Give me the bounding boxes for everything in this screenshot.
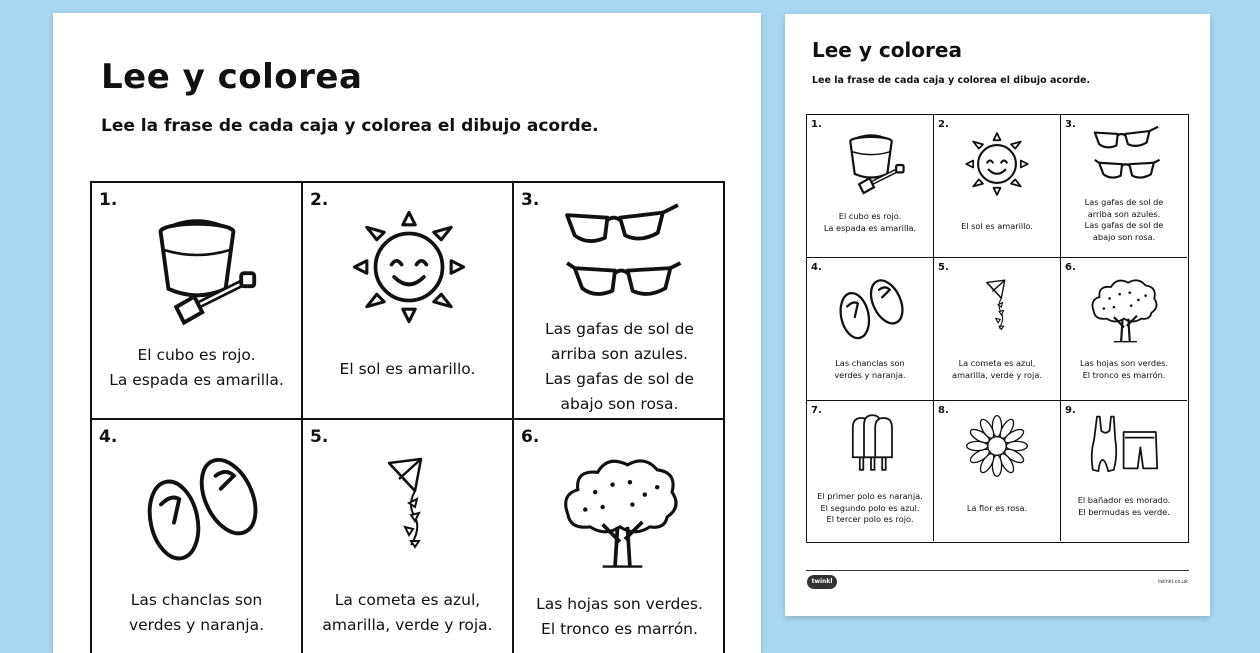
box-number: 6.	[521, 427, 540, 447]
box-number: 2.	[310, 190, 329, 210]
box-caption: La cometa es azul, amarilla, verde y roja.	[322, 591, 493, 634]
page-instructions: Lee la frase de cada caja y colorea el dibujo acorde.	[812, 75, 1091, 86]
box-caption: El bañador es morado. El bermudas es verde.	[1077, 495, 1171, 517]
box-number: 7.	[811, 405, 822, 416]
footer-divider	[806, 570, 1189, 571]
box-number: 9.	[1065, 405, 1076, 416]
swimwear-picture	[1083, 411, 1167, 481]
flower-picture	[964, 413, 1030, 479]
box-caption: Las chanclas son verdes y naranja.	[128, 591, 265, 634]
kite-picture	[359, 440, 459, 570]
worksheet-page-preview	[785, 14, 1210, 616]
box-caption: Las hojas son verdes. El tronco es marrón.	[1079, 358, 1169, 380]
box-number: 3.	[521, 190, 540, 210]
activity-box	[934, 258, 1061, 401]
activity-box	[807, 258, 934, 401]
activity-box	[1061, 401, 1187, 541]
twinkl-logo: twinkl	[807, 575, 837, 589]
box-number: 5.	[938, 262, 949, 273]
box-number: 6.	[1065, 262, 1076, 273]
activity-box	[514, 183, 725, 420]
box-caption: La cometa es azul, amarilla, verde y roja.	[952, 358, 1042, 380]
box-caption: El sol es amarillo.	[339, 360, 476, 378]
box-caption: Las chanclas son verdes y naranja.	[834, 358, 906, 380]
activity-box	[807, 115, 934, 258]
bucket-and-spade-picture	[132, 203, 262, 333]
page-title: Lee y colorea	[812, 38, 962, 62]
flip-flops-picture	[825, 270, 915, 346]
activity-box	[934, 401, 1061, 541]
box-number: 3.	[1065, 119, 1076, 130]
box-number: 8.	[938, 405, 949, 416]
box-caption: Las gafas de sol de arriba son azules. Las gafas de sol de abajo son rosa.	[1084, 197, 1164, 242]
box-caption: Las gafas de sol de arriba son azules. Las gafas de sol de abajo son rosa.	[545, 320, 694, 413]
box-number: 4.	[99, 427, 118, 447]
flip-flops-picture	[120, 442, 280, 572]
box-number: 4.	[811, 262, 822, 273]
page-instructions: Lee la frase de cada caja y colorea el dibujo acorde.	[101, 116, 599, 136]
activity-box	[92, 183, 303, 420]
activity-box	[1061, 115, 1187, 258]
box-caption: El sol es amarillo.	[961, 221, 1033, 231]
tree-picture	[1077, 274, 1171, 346]
activity-box	[303, 420, 514, 653]
activity-box	[514, 420, 725, 653]
tree-picture	[540, 450, 700, 574]
activity-box	[92, 420, 303, 653]
footer-url: twinkl.co.uk	[1158, 579, 1188, 585]
box-caption: El cubo es rojo. La espada es amarilla.	[823, 211, 917, 233]
page-title: Lee y colorea	[101, 57, 363, 97]
sun-picture	[347, 205, 471, 329]
bucket-and-spade-picture	[834, 125, 908, 199]
box-number: 5.	[310, 427, 329, 447]
activity-grid	[90, 181, 725, 653]
sun-picture	[962, 129, 1032, 199]
box-number: 1.	[811, 119, 822, 130]
sunglasses-picture	[552, 195, 688, 321]
activity-box	[934, 115, 1061, 258]
box-caption: Las hojas son verdes. El tronco es marrón.	[536, 595, 703, 638]
box-caption: La flor es rosa.	[966, 503, 1028, 513]
sunglasses-picture	[1087, 121, 1163, 193]
worksheet-page-large	[53, 13, 761, 653]
box-caption: El primer polo es naranja. El segundo polo es azul. El tercer polo es rojo.	[817, 491, 923, 524]
activity-grid	[806, 114, 1189, 543]
kite-picture	[970, 268, 1026, 344]
activity-box	[807, 401, 934, 541]
activity-box	[1061, 258, 1187, 401]
box-number: 1.	[99, 190, 118, 210]
ice-lollies-picture	[833, 411, 909, 481]
box-caption: El cubo es rojo. La espada es amarilla.	[109, 346, 284, 389]
box-number: 2.	[938, 119, 949, 130]
activity-box	[303, 183, 514, 420]
